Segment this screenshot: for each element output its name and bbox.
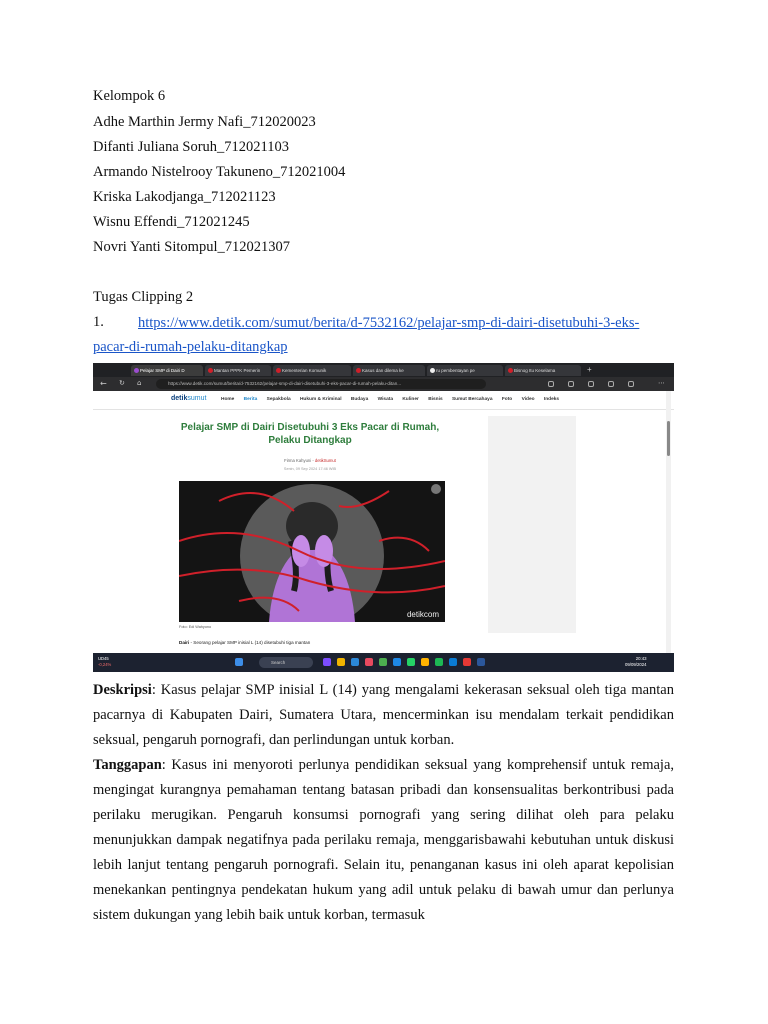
site-navbar [93, 391, 674, 410]
article-link-line2[interactable]: pacar-di-rumah-pelaku-ditangkap [93, 339, 288, 355]
nav-item[interactable]: Foto [501, 397, 513, 402]
profile-icon[interactable] [608, 381, 614, 387]
member-1: Adhe Marthin Jermy Nafi_712020023 [93, 114, 316, 130]
member-6: Novri Yanti Sitompul_712021307 [93, 239, 290, 255]
favorites-icon[interactable] [568, 381, 574, 387]
illustration-graphic [179, 481, 445, 622]
ad-placeholder [488, 416, 576, 633]
browser-tab-bar [93, 363, 674, 377]
taskbar-app-icon[interactable] [351, 658, 359, 666]
description-paragraph [93, 678, 674, 753]
taskbar-app-icon[interactable] [393, 658, 401, 666]
taskbar-search[interactable]: Search [259, 657, 313, 668]
taskbar-app-icon[interactable] [379, 658, 387, 666]
menu-icon[interactable]: ⋯ [658, 379, 665, 387]
home-icon[interactable]: ⌂ [137, 379, 142, 387]
copilot-icon[interactable] [628, 381, 634, 387]
member-3: Armando Nistelrooy Takuneno_712021004 [93, 164, 346, 180]
taskbar-app-icon[interactable] [449, 658, 457, 666]
new-tab-icon[interactable]: + [587, 365, 592, 374]
browser-toolbar [93, 377, 674, 391]
article-date: Senin, 09 Sep 2024 17:46 WIB [283, 467, 337, 471]
browser-tab[interactable]: Pelajar SMP di Dairi D [131, 365, 203, 376]
response-text: : Kasus ini menyoroti perlunya pendidikan seksual yang komprehensif untuk remaja, mengingat kurangnya pemahaman tentang batasan pribadi dan konsensualitas berkontribusi pada perilaku merugikan. Pengaruh konsumsi pornografi yang sering dilihat oleh para pelaku menunjukkan dampak negatifnya pada perilaku remaja, menggarisbawahi kebutuhan untuk diskusi lebih lanjut tentang pengaruh pornografi. Selain itu, penanganan kasus ini oleh aparat kepolisian menekankan pentingnya pendekatan hukum yang adil untuk pelaku di bawah umur dan perlunya sistem dukungan yang lebih baik untuk korban, termasuk [93, 757, 674, 923]
nav-item[interactable]: Kuliner [402, 397, 419, 402]
nav-item[interactable]: Bisnis [428, 397, 443, 402]
browser-tab[interactable]: ru pembentayan pe [427, 365, 503, 376]
nav-item[interactable]: Video [521, 397, 535, 402]
web-viewport [93, 391, 674, 653]
group-name: Kelompok 6 [93, 88, 166, 104]
site-logo[interactable]: detiksumut [171, 395, 207, 402]
description-label: Deskripsi [93, 682, 152, 698]
collections-icon[interactable] [588, 381, 594, 387]
browser-tab[interactable]: Mantan PPPK Pemerin [205, 365, 271, 376]
scroll-thumb[interactable] [667, 421, 670, 456]
taskbar-app-icon[interactable] [365, 658, 373, 666]
article-lede: Dairi - Seorang pelajar SMP inisial L (14) disetubuhi tiga mantan [179, 640, 311, 645]
taskbar-app-icon[interactable] [337, 658, 345, 666]
taskbar-app-icon[interactable] [421, 658, 429, 666]
address-bar[interactable]: https://www.detik.com/sumut/berita/d-7532162/pelajar-smp-di-dairi-disetubuhi-3-eks-pacar-di-rumah-pelaku-ditan... [156, 379, 486, 389]
nav-item[interactable]: Berita [243, 397, 258, 402]
page-scrollbar[interactable] [666, 391, 671, 653]
extension-icon[interactable] [548, 381, 554, 387]
browser-tab[interactable]: Bisnog Itu Keselama [505, 365, 581, 376]
photo-caption: Foto: Edi Wahyono [179, 625, 212, 629]
article-link-line1[interactable]: https://www.detik.com/sumut/berita/d-7532162/pelajar-smp-di-dairi-disetubuhi-3-eks- [138, 315, 640, 331]
photo-watermark: detikcom [406, 610, 439, 619]
browser-tab[interactable]: Kasus dan dilema ke [353, 365, 425, 376]
taskbar-app-icon[interactable] [323, 658, 331, 666]
member-5: Wisnu Effendi_712021245 [93, 214, 250, 230]
article-photo [179, 481, 445, 622]
site-nav-menu [221, 397, 567, 402]
member-4: Kriska Lakodjanga_712021123 [93, 189, 276, 205]
article-byline: Firma Kahyuni - detikSumut [284, 458, 336, 463]
nav-item[interactable]: Indeks [543, 397, 560, 402]
weather-widget[interactable]: UD45 -0,24% [98, 656, 112, 667]
taskbar-app-icon[interactable] [407, 658, 415, 666]
nav-item[interactable]: Sumut Bercahaya [451, 397, 493, 402]
member-2: Difanti Juliana Soruh_712021103 [93, 139, 289, 155]
taskbar-clock[interactable]: 20:43 09/09/2024 [625, 656, 647, 667]
browser-tab[interactable]: Kementerian Komunik [273, 365, 351, 376]
description-text: : Kasus pelajar SMP inisial L (14) yang mengalami kekerasan seksual oleh tiga mantan pacarnya di Kabupaten Dairi, Sumatera Utara, mencerminkan isu mendalam terkait pendidikan seksual, pengaruh pornografi, dan perlindungan untuk korban. [93, 682, 674, 748]
nav-item[interactable]: Home [221, 397, 235, 402]
assignment-title: Tugas Clipping 2 [93, 289, 194, 305]
taskbar-app-icon[interactable] [477, 658, 485, 666]
item-number: 1. [93, 314, 104, 330]
nav-item[interactable]: Budaya [350, 397, 369, 402]
response-label: Tanggapan [93, 757, 162, 773]
taskbar-app-icon[interactable] [435, 658, 443, 666]
nav-item[interactable]: Hukum & Kriminal [299, 397, 342, 402]
taskbar-app-icon[interactable] [463, 658, 471, 666]
response-paragraph [93, 753, 674, 928]
reload-icon[interactable]: ↻ [119, 379, 125, 387]
article-title: Pelajar SMP di Dairi Disetubuhi 3 Eks Pacar di Rumah, Pelaku Ditangkap [180, 422, 440, 446]
back-icon[interactable]: ← [100, 379, 107, 388]
nav-item[interactable]: Sepakbola [266, 397, 291, 402]
nav-item[interactable]: Wisata [377, 397, 393, 402]
windows-taskbar [93, 653, 674, 672]
start-icon[interactable] [235, 658, 243, 666]
browser-screenshot [93, 363, 674, 672]
